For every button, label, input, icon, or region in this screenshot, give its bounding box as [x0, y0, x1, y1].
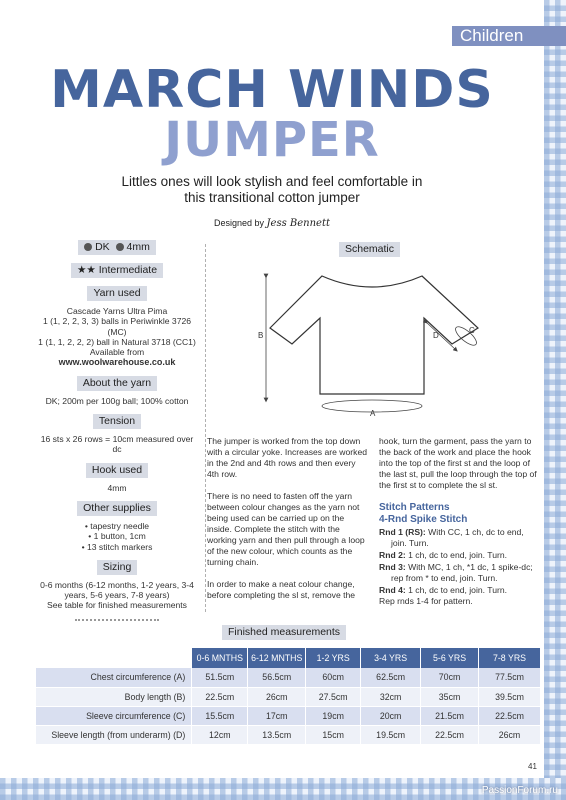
round-cont: rep from * to end, join. Turn.: [391, 573, 498, 583]
supplies-heading: Other supplies: [77, 501, 157, 516]
column-header: 7-8 YRS: [479, 648, 541, 668]
round-text: With MC, 1 ch, *1 dc, 1 spike-dc;: [405, 562, 533, 572]
round-text: 1 ch, dc to end, join. Turn.: [405, 585, 508, 595]
page-number: 41: [528, 762, 537, 771]
column-header: 5-6 YRS: [421, 648, 479, 668]
round-label: Rnd 2:: [379, 550, 406, 560]
label-b: B: [258, 331, 264, 340]
intro-text-column: [207, 436, 367, 612]
round-instruction: [379, 562, 539, 573]
supply-item: • 13 stitch markers: [81, 541, 153, 552]
jumper-outline: [270, 276, 478, 394]
table-cell: 26cm: [248, 687, 306, 706]
round-cont: join. Turn.: [391, 538, 429, 548]
table-cell: 56.5cm: [248, 668, 306, 687]
table-cell: 21.5cm: [421, 706, 479, 725]
yarn-ball-icon: [84, 243, 92, 251]
table-cell: 77.5cm: [479, 668, 541, 687]
tension-text: 16 sts x 26 rows = 10cm measured over dc: [40, 434, 194, 455]
row-label: Chest circumference (A): [36, 668, 192, 687]
table-cell: 22.5cm: [192, 687, 248, 706]
weight-label: DK: [95, 241, 110, 253]
table-cell: 35cm: [421, 687, 479, 706]
dotted-rule: [75, 619, 159, 621]
table-row: [36, 668, 541, 687]
yarn-used-body: [36, 306, 198, 368]
star-icon: ★★: [76, 264, 96, 276]
table-cell: 19.5cm: [361, 725, 421, 744]
section-tab: Children: [452, 26, 566, 46]
row-label: Sleeve circumference (C): [36, 706, 192, 725]
table-cell: 62.5cm: [361, 668, 421, 687]
intro-paragraph: The jumper is worked from the top down with a circular yoke. Increases are worked in the 2nd and 4th rows and then every 4th row.: [207, 436, 368, 479]
label-a: A: [370, 409, 376, 418]
round-instruction: [379, 527, 539, 538]
table-cell: 60cm: [306, 668, 361, 687]
column-header: 0-6 MNTHS: [192, 648, 248, 668]
weight-needle-pill: [78, 240, 156, 255]
table-cell: 12cm: [192, 725, 248, 744]
round-label: Rnd 3:: [379, 562, 406, 572]
sizing-text: [36, 580, 198, 611]
page-title-line2: JUMPER: [164, 112, 380, 168]
schematic-heading: Schematic: [339, 242, 400, 257]
supplies-list: [36, 521, 198, 552]
row-label: Sleeve length (from underarm) (D): [36, 725, 192, 744]
round-instruction: [379, 550, 539, 561]
table-cell: 20cm: [361, 706, 421, 725]
needle-icon: [116, 243, 124, 251]
subtitle: [0, 174, 544, 206]
subtitle-line1: Littles ones will look stylish and feel comfortable in: [121, 174, 423, 189]
table-cell: 32cm: [361, 687, 421, 706]
subtitle-line2: this transitional cotton jumper: [184, 190, 360, 205]
needle-size: 4mm: [126, 241, 150, 253]
hook-heading: Hook used: [86, 463, 148, 478]
page-title-line1: MARCH WINDS: [50, 60, 494, 120]
schematic-diagram: [256, 262, 488, 422]
table-cell: 22.5cm: [421, 725, 479, 744]
about-yarn-text: DK; 200m per 100g ball; 100% cotton: [45, 395, 189, 406]
table-cell: 17cm: [248, 706, 306, 725]
table-cell: 26cm: [479, 725, 541, 744]
sizing-line: 0-6 months (6-12 months, 1-2 years, 3-4: [40, 579, 194, 590]
gingham-border-right: [544, 0, 566, 800]
supply-item: • 1 button, 1cm: [88, 531, 146, 542]
table-cell: 13.5cm: [248, 725, 306, 744]
round-text: 1 ch, dc to end, join. Turn.: [405, 550, 508, 560]
column-header: 1-2 YRS: [306, 648, 361, 668]
designer-credit: [0, 218, 544, 229]
about-yarn-heading: About the yarn: [77, 376, 157, 391]
table-cell: 70cm: [421, 668, 479, 687]
designer-label: Designed by: [213, 218, 265, 228]
yarn-line: Cascade Yarns Ultra Pima: [66, 306, 168, 316]
table-cell: 39.5cm: [479, 687, 541, 706]
table-row: [36, 725, 541, 744]
stitch-column: [379, 436, 539, 607]
table-cell: 51.5cm: [192, 668, 248, 687]
supply-item: • tapestry needle: [84, 520, 150, 531]
table-cell: 15.5cm: [192, 706, 248, 725]
column-header: 3-4 YRS: [361, 648, 421, 668]
measurements-heading: Finished measurements: [222, 625, 346, 640]
yarn-used-heading: Yarn used: [87, 286, 146, 301]
table-header-row: [36, 648, 541, 668]
yarn-line: Available from: [89, 347, 145, 358]
round-label: Rnd 1 (RS):: [379, 527, 426, 537]
hook-text: 4mm: [107, 482, 127, 493]
spike-stitch-title: 4-Rnd Spike Stitch: [379, 514, 468, 525]
measurements-table: [36, 648, 541, 745]
table-cell: 19cm: [306, 706, 361, 725]
round-instruction: [379, 585, 539, 596]
level-pill: [71, 263, 163, 278]
round-text: With CC, 1 ch, dc to end,: [425, 527, 524, 537]
yarn-line: 1 (1, 2, 2, 3, 3) balls in Periwinkle 3726 (MC): [42, 316, 192, 337]
label-c: C: [469, 326, 475, 335]
table-cell: 27.5cm: [306, 687, 361, 706]
table-cell: 15cm: [306, 725, 361, 744]
column-header: 6-12 MNTHS: [248, 648, 306, 668]
table-row: [36, 687, 541, 706]
sizing-line: years, 5-6 years, 7-8 years): [64, 590, 170, 601]
column-divider: [205, 244, 206, 612]
intro-paragraph: There is no need to fasten off the yarn between colour changes as the yarn not being used can be carried up on the inside. Complete the stitch with the working yarn and then pull through a loop of the new colour, which counts as the turning chain.: [207, 491, 365, 567]
label-d: D: [433, 331, 439, 340]
tension-heading: Tension: [93, 414, 141, 429]
intro-paragraph-cont: hook, turn the garment, pass the yarn to the back of the work and place the hook into the top of the first st and the loop of the last st, pull the loop through the top of the first st to complete the sl st.: [379, 436, 537, 490]
row-label: Body length (B): [36, 687, 192, 706]
designer-name: Jess Bennett: [266, 218, 331, 229]
yarn-website-link[interactable]: www.woolwarehouse.co.uk: [58, 357, 176, 368]
table-cell: 22.5cm: [479, 706, 541, 725]
yarn-line: 1 (1, 1, 2, 2, 2) ball in Natural 3718 (CC1): [38, 336, 196, 347]
stitch-patterns-title: Stitch Patterns: [379, 502, 450, 513]
intro-paragraph: In order to make a neat colour change, before completing the sl st, remove the: [207, 579, 356, 600]
repeat-note: Rep rnds 1-4 for pattern.: [379, 596, 473, 606]
round-label: Rnd 4:: [379, 585, 406, 595]
table-corner: [36, 648, 192, 668]
table-row: [36, 706, 541, 725]
sizing-line: See table for finished measurements: [47, 600, 187, 611]
specs-column: [36, 240, 198, 621]
sizing-heading: Sizing: [97, 560, 138, 575]
watermark: PassionForum.ru: [481, 785, 558, 796]
level-label: Intermediate: [98, 264, 158, 276]
